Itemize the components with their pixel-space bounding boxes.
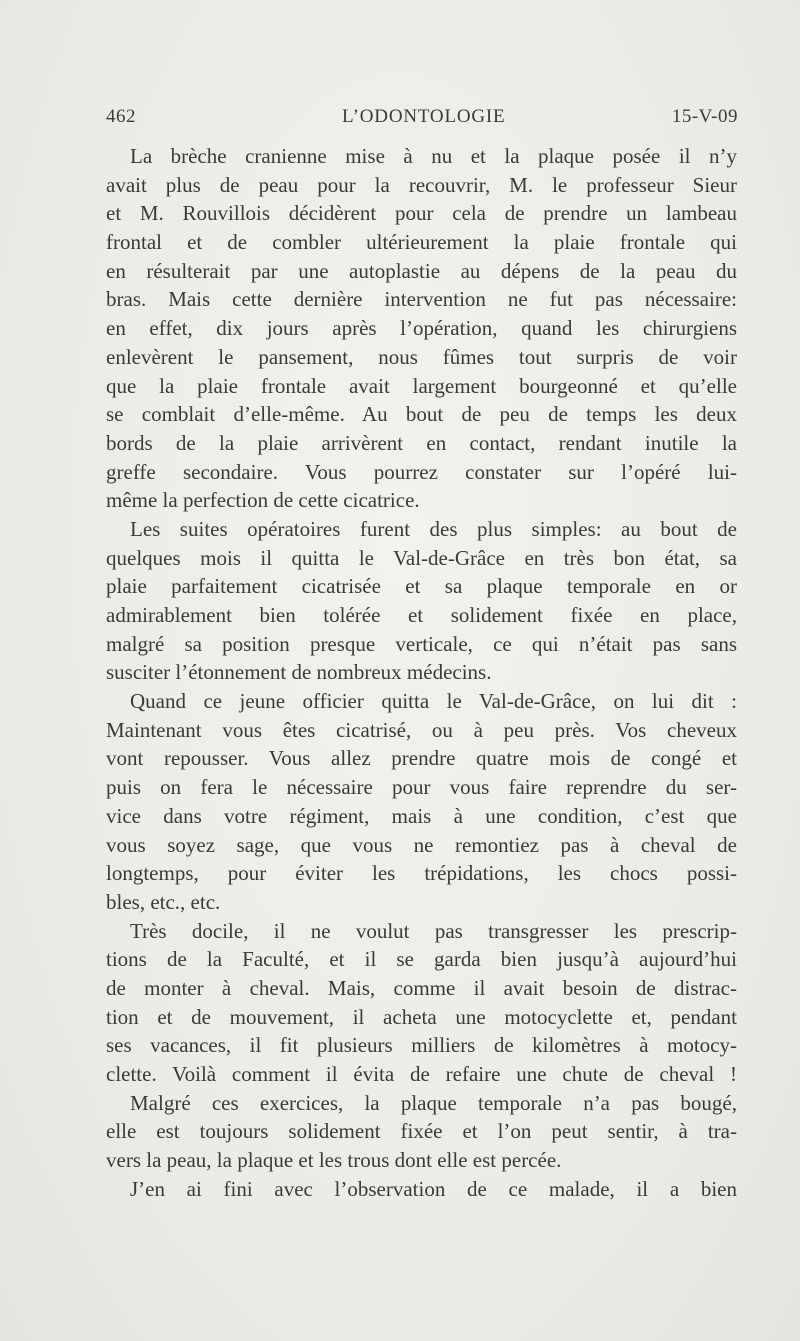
text-line: et M. Rouvillois décidèrent pour cela de prendre un lambeau	[106, 201, 737, 226]
text-line: bords de la plaie arrivèrent en contact, rendant inutile la	[106, 430, 737, 455]
text-line: quelques mois il quitta le Val-de-Grâce en très bon état, sa	[106, 545, 737, 570]
text-line: clette. Voilà comment il évita de refaire une chute de cheval !	[106, 1062, 737, 1086]
text-line: frontal et de combler ultérieurement la plaie frontale qui	[106, 230, 737, 255]
body-text	[106, 142, 737, 1203]
text-line: avait plus de peau pour la recouvrir, M. le professeur Sieur	[106, 172, 737, 197]
issue-date: 15-V-09	[671, 106, 738, 127]
text-line: de monter à cheval. Mais, comme il avait besoin de distrac-	[106, 975, 737, 1000]
text-line: Malgré ces exercices, la plaque temporale n’a pas bougé,	[130, 1090, 737, 1115]
page-number: 462	[106, 106, 136, 127]
text-line: longtemps, pour éviter les trépidations, les chocs possi-	[106, 861, 737, 886]
text-line: que la plaie frontale avait largement bourgeonné et qu’elle	[106, 373, 737, 398]
text-line: se comblait d’elle-même. Au bout de peu de temps les deux	[106, 402, 737, 427]
text-line: vous soyez sage, que vous ne remontiez pas à cheval de	[106, 832, 737, 857]
text-line: admirablement bien tolérée et solidement fixée en place,	[106, 603, 737, 627]
text-line: Maintenant vous êtes cicatrisé, ou à peu près. Vos cheveux	[106, 717, 737, 742]
text-line: vers la peau, la plaque et les trous dont elle est percée.	[106, 1148, 562, 1173]
text-line: greffe secondaire. Vous pourrez constater sur l’opéré lui-	[106, 459, 737, 484]
text-line: elle est toujours solidement fixée et l’on peut sentir, à tra-	[106, 1119, 737, 1144]
running-title: L’ODONTOLOGIE	[342, 106, 506, 127]
text-line: en effet, dix jours après l’opération, quand les chirurgiens	[106, 316, 737, 341]
text-line: enlevèrent le pansement, nous fûmes tout surpris de voir	[106, 344, 737, 369]
text-line: bles, etc., etc.	[106, 889, 221, 914]
text-line: Les suites opératoires furent des plus simples: au bout de	[130, 516, 737, 541]
text-line: puis on fera le nécessaire pour vous faire reprendre du ser-	[106, 775, 737, 800]
text-line: vice dans votre régiment, mais à une condition, c’est que	[106, 803, 737, 828]
text-line: même la perfection de cette cicatrice.	[106, 488, 420, 513]
text-line: susciter l’étonnement de nombreux médecins.	[106, 660, 492, 685]
text-line: malgré sa position presque verticale, ce qui n’était pas sans	[106, 631, 737, 656]
text-line: ses vacances, il fit plusieurs milliers de kilomètres à motocy-	[106, 1033, 737, 1058]
text-line: vont repousser. Vous allez prendre quatre mois de congé et	[106, 746, 737, 771]
text-line: J’en ai fini avec l’observation de ce malade, il a bien	[130, 1176, 737, 1201]
text-line: en résulterait par une autoplastie au dépens de la peau du	[106, 258, 737, 283]
text-line: tion et de mouvement, il acheta une motocyclette et, pendant	[106, 1004, 737, 1029]
text-line: plaie parfaitement cicatrisée et sa plaque temporale en or	[106, 574, 737, 599]
text-line: Quand ce jeune officier quitta le Val-de-Grâce, on lui dit :	[130, 689, 737, 714]
running-header	[106, 106, 738, 132]
text-line: tions de la Faculté, et il se garda bien jusqu’à aujourd’hui	[106, 947, 737, 972]
text-line: La brèche cranienne mise à nu et la plaque posée il n’y	[130, 144, 737, 168]
text-line: bras. Mais cette dernière intervention ne fut pas nécessaire:	[106, 287, 737, 312]
text-line: Très docile, il ne voulut pas transgresser les prescrip-	[130, 918, 737, 943]
